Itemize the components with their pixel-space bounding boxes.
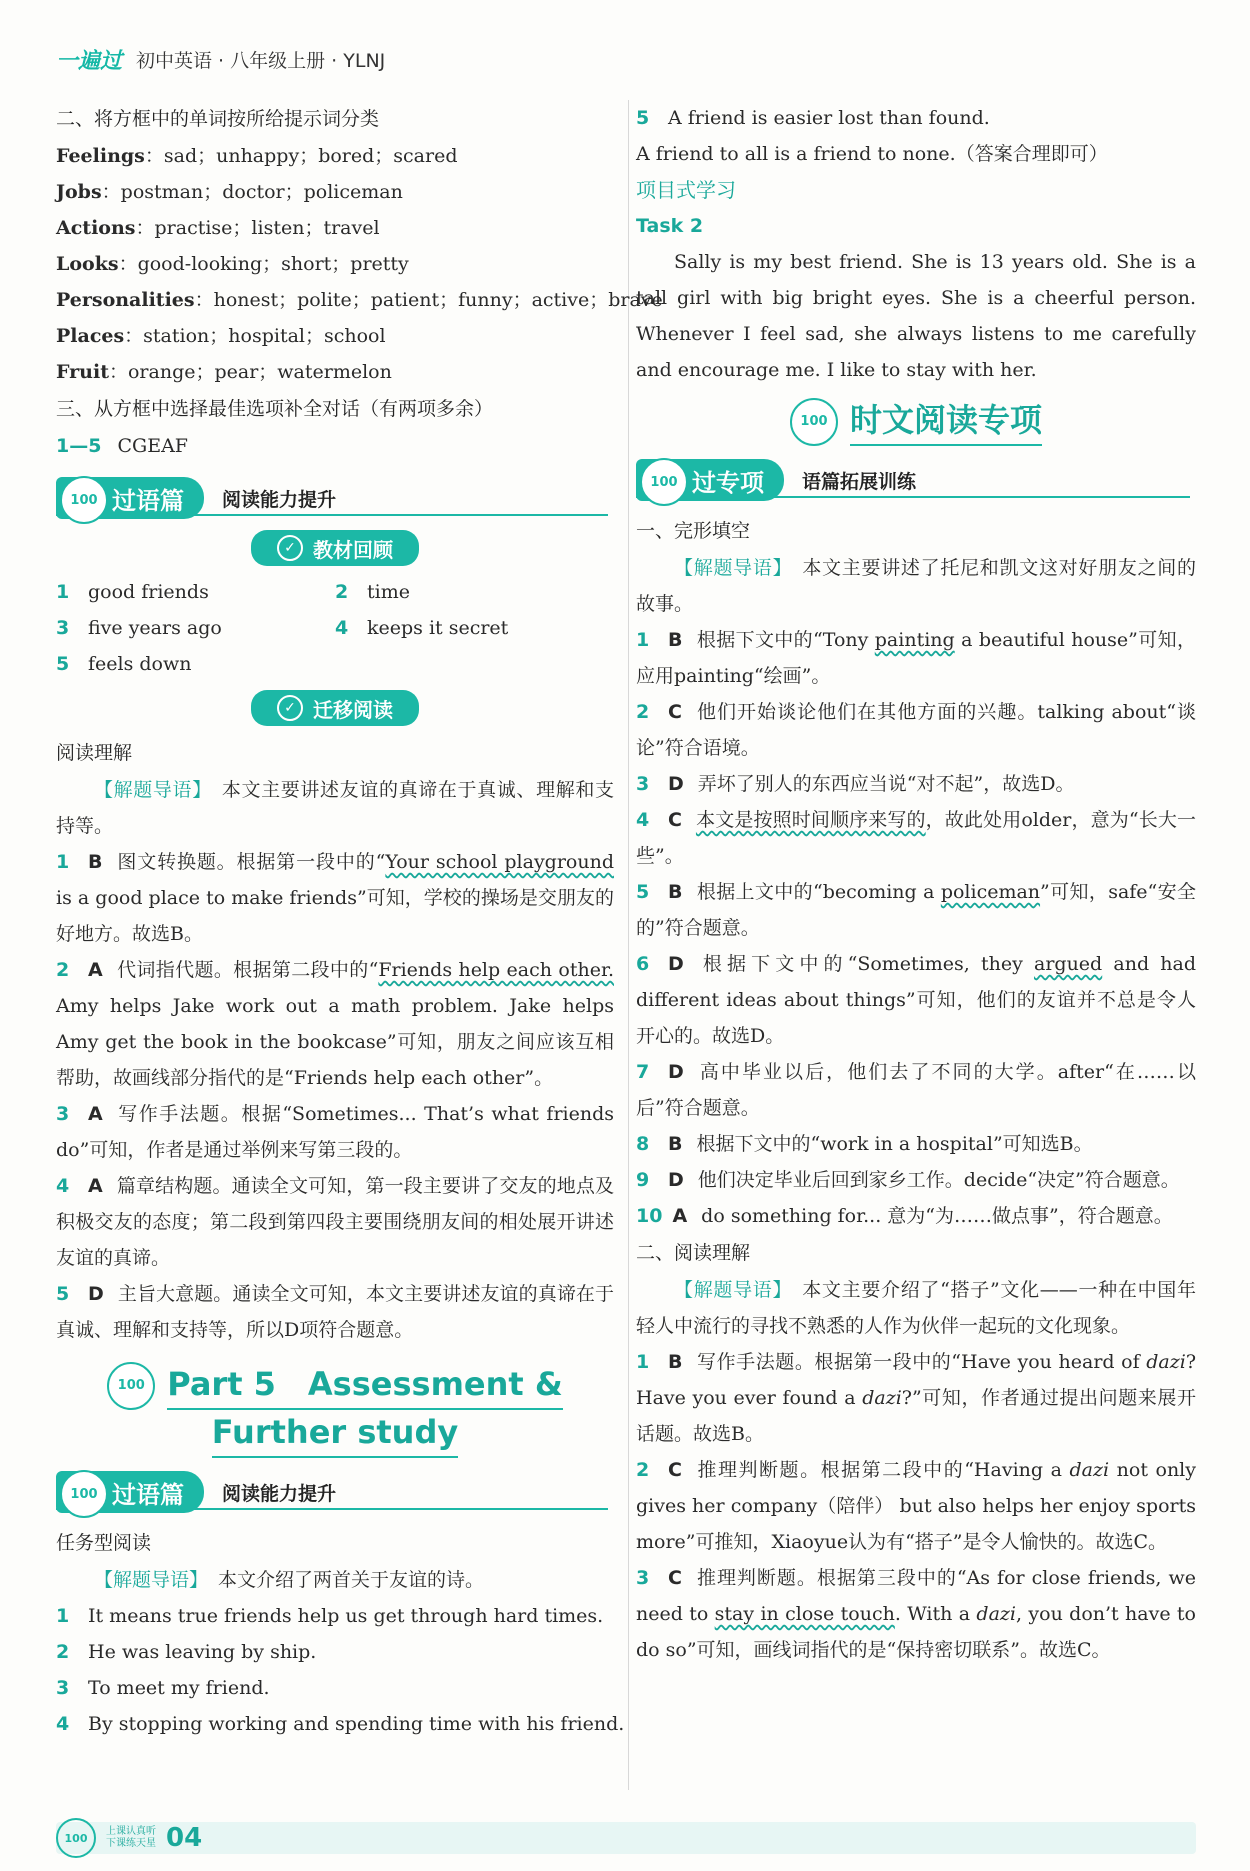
task-reading-title: 任务型阅读 (56, 1532, 152, 1554)
footer-slogan: 上课认真听 下课练天星 (106, 1826, 156, 1849)
mascot-badge-icon: 100 (640, 458, 688, 506)
pill-label: 迁移阅读 (313, 697, 393, 722)
mascot-star-icon: 100 (107, 1362, 155, 1410)
cloze-answer: 4 C 本文是按照时间顺序来写的，故此处用older，意为“长大一些”。 (636, 809, 1196, 867)
reading-q3: 3 C 推理判断题。根据第三段中的“As for close friends, we need to stay in close touch. With a dazi, you don’t have to do so”可知，画线词指代的是“保持密切联系”。故选C。 (636, 1567, 1196, 1661)
guide-paragraph-2: 【解题导语】 本文介绍了两首关于友谊的诗。 (94, 1569, 485, 1591)
list-item: 1 good friends (56, 581, 209, 603)
guide-paragraph-2: 【解题导语】 本文主要介绍了“搭子”文化——一种在中国年轻人中流行的寻找不熟悉的人作为伙伴一起玩的文化现象。 (636, 1279, 1196, 1337)
category-label: Feelings (56, 145, 145, 167)
book-title: 初中英语 · 八年级上册 · YLNJ (136, 49, 386, 72)
category-words: ：practise；listen；travel (135, 217, 380, 239)
footer-band (56, 1822, 1196, 1854)
category-label: Places (56, 325, 125, 347)
category-row (56, 246, 614, 282)
project-title: 项目式学习 (636, 178, 736, 202)
category-label: Looks (56, 253, 119, 275)
page-footer (56, 1816, 202, 1860)
category-row (56, 318, 614, 354)
right-column (636, 100, 1196, 1668)
cloze-answer: 3 D 弄坏了别人的东西应当说“对不起”，故选D。 (636, 773, 1075, 795)
mascot-badge-icon: 100 (60, 476, 108, 524)
guide-paragraph: 【解题导语】 本文主要讲述了托尼和凯文这对好朋友之间的故事。 (636, 557, 1196, 615)
category-row (56, 138, 614, 174)
category-words: ：good-looking；short；pretty (118, 253, 409, 275)
answer-q3: 3 A 写作手法题。根据“Sometimes... That’s what friends do”可知，作者是通过举例来写第三段的。 (56, 1103, 614, 1161)
category-row (56, 354, 614, 390)
list-item: 2 He was leaving by ship. (56, 1641, 317, 1663)
answer-q5: 5 D 主旨大意题。通读全文可知，本文主要讲述友谊的真谛在于真诚、理解和支持等，所以D项符合题意。 (56, 1283, 614, 1341)
reading-q1: 1 B 写作手法题。根据第一段中的“Have you heard of dazi? Have you ever found a dazi?”可知，作者通过提出问题来展开话题。故选B。 (636, 1351, 1196, 1445)
list-item: 4 keeps it secret (335, 617, 509, 639)
cloze-answer: 5 B 根据上文中的“becoming a policeman”可知，safe“安全的”符合题意。 (636, 881, 1196, 939)
category-list (56, 138, 663, 390)
pill-transfer-reading (56, 690, 614, 730)
cloze-answers (636, 622, 1196, 1234)
pill-textbook-review (56, 530, 614, 570)
cloze-answer: 1 B 根据下文中的“Tony painting a beautiful house”可知，应用painting“绘画”。 (636, 629, 1196, 687)
answer-range: 1—5 (56, 435, 102, 457)
special-title: 100 时文阅读专项 (636, 398, 1196, 446)
list-item: 3 To meet my friend. (56, 1677, 270, 1699)
list-item: 2 time (335, 581, 410, 603)
list-item: 1 It means true friends help us get through hard times. (56, 1605, 604, 1627)
mascot-badge-icon: 100 (60, 1470, 108, 1518)
banner-ribbon: 过语篇 (56, 477, 204, 519)
answer-5: 5 A friend is easier lost than found. (636, 107, 990, 129)
category-words: ：orange；pear；watermelon (108, 361, 392, 383)
reading-banner (56, 474, 614, 522)
category-words: ：station；hospital；school (124, 325, 386, 347)
review-answers (56, 574, 614, 682)
cloze-answer: 8 B 根据下文中的“work in a hospital”可知选B。 (636, 1133, 1093, 1155)
reading-q2: 2 C 推理判断题。根据第二段中的“Having a dazi not only gives her company（陪伴） but also helps her enjoy sports more”可推知，Xiaoyue认为有“搭子”是令人愉快的。故选C。 (636, 1459, 1196, 1553)
category-row (56, 282, 663, 318)
category-label: Actions (56, 217, 136, 239)
cloze-answer: 7 D 高中毕业以后，他们去了不同的大学。after“在……以后”符合题意。 (636, 1061, 1196, 1119)
category-label: Jobs (56, 181, 102, 203)
part-title: 100 Part 5 Assessment & Further study (56, 1362, 614, 1458)
category-words: ：honest；polite；patient；funny；active；brave (194, 289, 663, 311)
cloze-answer: 9 D 他们决定毕业后回到家乡工作。decide“决定”符合题意。 (636, 1169, 1180, 1191)
reading-banner-2 (56, 1468, 614, 1516)
page-header (56, 42, 385, 76)
category-row (56, 210, 614, 246)
section-2-title: 二、将方框中的单词按所给提示词分类 (56, 108, 380, 130)
reading-title: 阅读理解 (56, 742, 133, 764)
section-3-title: 三、从方框中选择最佳选项补全对话（有两项多余） (56, 398, 494, 420)
answer-q2: 2 A 代词指代题。根据第二段中的“Friends help each other. Amy helps Jake work out a math problem. Jake helps Amy get the book in the bookcase”可知，朋友之间应该互相帮助，故画线部分指代的是“Friends help each other”。 (56, 959, 614, 1089)
answer-q4: 4 A 篇章结构题。通读全文可知，第一段主要讲了交友的地点及积极交友的态度；第二段到第四段主要围绕朋友间的相处展开讲述友谊的真谛。 (56, 1175, 614, 1269)
banner-ribbon: 过语篇 (56, 1471, 204, 1513)
left-column (56, 100, 663, 1742)
list-item: 5 feels down (56, 653, 192, 675)
check-icon: ✓ (277, 695, 303, 721)
brand-logo: 一遍过 (56, 48, 123, 74)
task2-title: Task 2 (636, 215, 704, 237)
banner-subtitle: 阅读能力提升 (222, 488, 337, 511)
cloze-answer: 2 C 他们开始谈论他们在其他方面的兴趣。talking about“谈论”符合语境。 (636, 701, 1196, 759)
answer-q1: 1 B 图文转换题。根据第一段中的“Your school playground is a good place to make friends”可知，学校的操场是交朋友的好地方。故选B。 (56, 851, 614, 945)
answer-5-alt: A friend to all is a friend to none.（答案合理即可） (636, 143, 1108, 165)
section-3-answer (56, 428, 614, 464)
list-item: 4 By stopping working and spending time with his friend. (56, 1713, 625, 1735)
check-icon: ✓ (277, 535, 303, 561)
pill-label: 教材回顾 (313, 537, 393, 562)
mascot-icon: 100 (56, 1818, 96, 1858)
cloze-answer: 10 A do something for... 意为“为……做点事”，符合题意。 (636, 1205, 1173, 1227)
banner-subtitle: 阅读能力提升 (222, 1482, 337, 1505)
category-words: ：postman；doctor；policeman (101, 181, 403, 203)
cloze-answer: 6 D 根据下文中的“Sometimes, they argued and had different ideas about things”可知，他们的友谊并不总是令人开心的。故选D。 (636, 953, 1196, 1047)
category-label: Personalities (56, 289, 195, 311)
reading-title: 二、阅读理解 (636, 1242, 751, 1264)
column-divider (628, 100, 629, 1790)
list-item: 3 five years ago (56, 617, 222, 639)
banner-subtitle: 语篇拓展训练 (802, 470, 917, 493)
category-label: Fruit (56, 361, 109, 383)
special-banner (636, 456, 1196, 504)
task2-paragraph: Sally is my best friend. She is 13 years old. She is a tall girl with big bright eyes. She is a cheerful person. Whenever I feel sad, she always listens to me carefully and encourage me. I like to stay with her. (636, 251, 1196, 381)
category-row (56, 174, 614, 210)
cloze-title: 一、完形填空 (636, 520, 751, 542)
banner-ribbon: 过专项 (636, 459, 784, 501)
answer-letters: CGEAF (117, 435, 188, 457)
page-number: 04 (166, 1823, 203, 1853)
mascot-star-icon: 100 (790, 398, 838, 446)
category-words: ：sad；unhappy；bored；scared (144, 145, 458, 167)
guide-paragraph: 【解题导语】 本文主要讲述友谊的真谛在于真诚、理解和支持等。 (56, 779, 614, 837)
